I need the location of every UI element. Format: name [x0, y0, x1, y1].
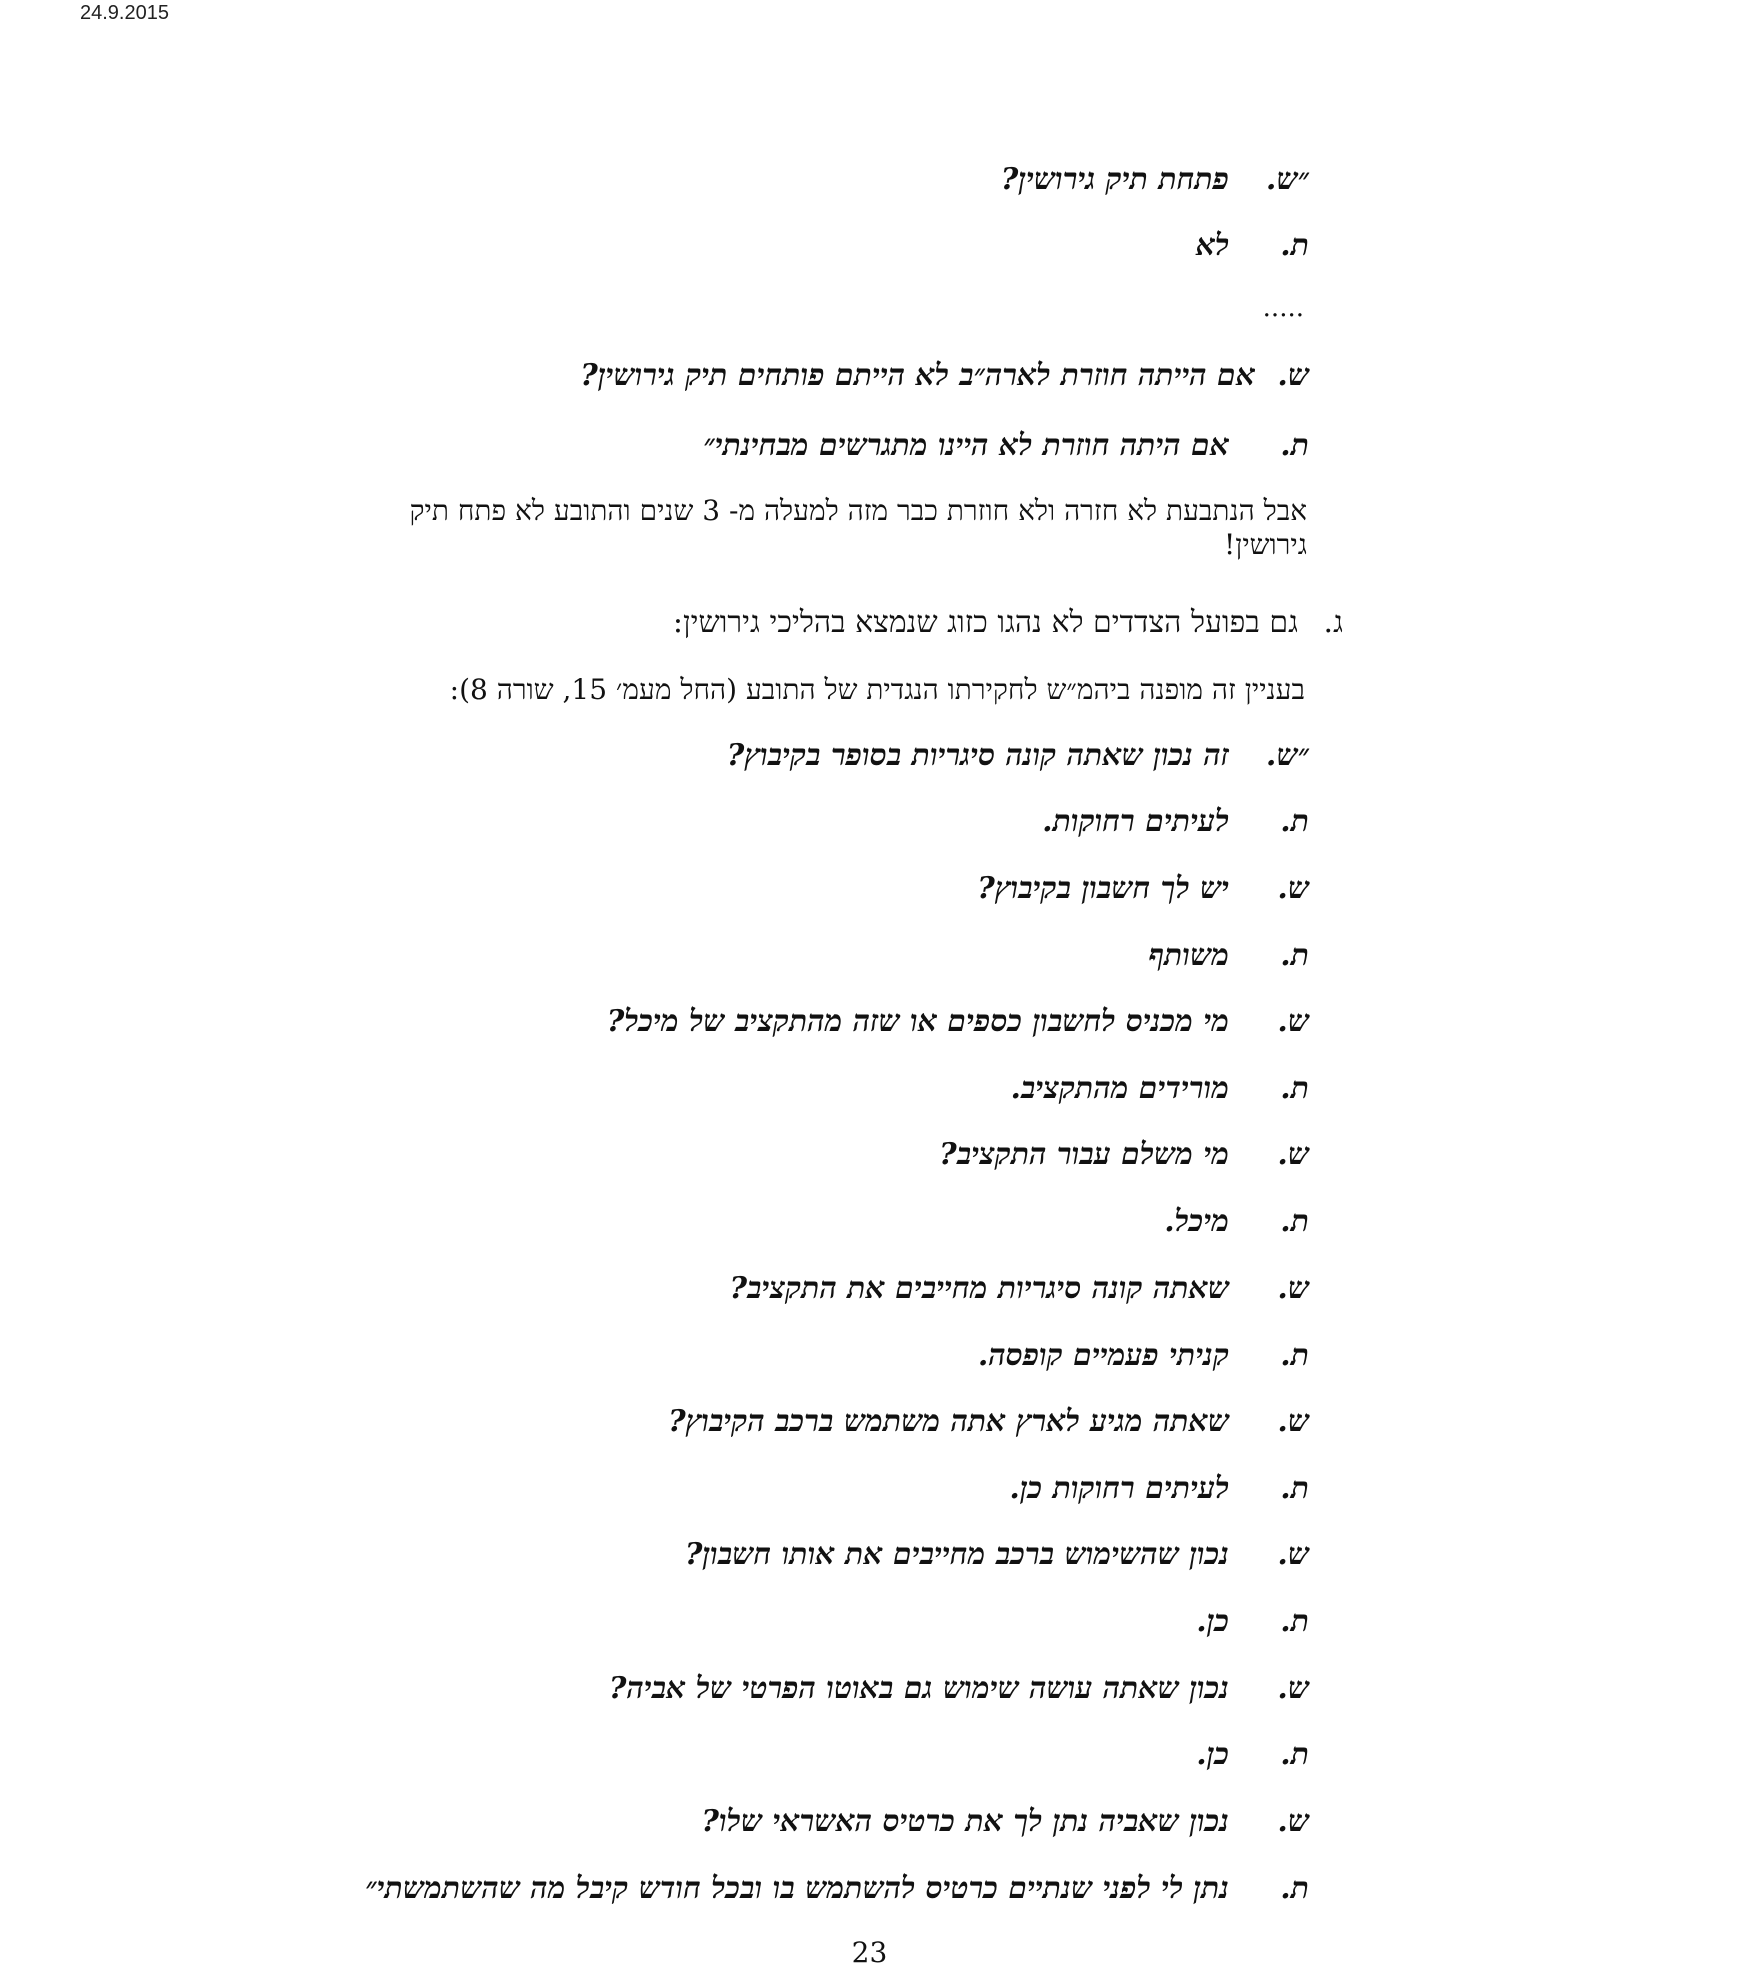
qa-line: [609, 1671, 1309, 1707]
qa-label: ש.: [1277, 1804, 1309, 1839]
qa-line: [977, 871, 1309, 907]
qa-line: [607, 1004, 1309, 1040]
qa-line: [1042, 804, 1309, 840]
section-text: גם בפועל הצדדים לא נהגו כזוג שנמצא בהליכי גירושין:: [672, 605, 1298, 640]
qa-label: ת.: [1280, 228, 1309, 263]
qa-line: [365, 1871, 1309, 1907]
qa-text: פתחת תיק גירושין?: [1000, 162, 1229, 197]
section-marker: ג.: [1323, 605, 1343, 640]
qa-text: קניתי פעמיים קופסה.: [977, 1338, 1229, 1373]
qa-line: [1196, 1604, 1309, 1640]
qa-label: ת.: [1280, 1071, 1309, 1106]
qa-label: ש.: [1277, 1671, 1309, 1706]
qa-text: מיכל.: [1164, 1204, 1229, 1239]
qa-label: ״ש.: [1265, 738, 1309, 773]
qa-line: [668, 1404, 1309, 1440]
qa-text: אם הייתה חוזרת לארה״ב לא הייתם פותחים תיק גירושין?: [580, 358, 1255, 393]
qa-text: נכון שהשימוש ברכב מחייבים את אותו חשבון?: [684, 1537, 1229, 1572]
page-number: 23: [851, 1936, 888, 1969]
qa-label: ת.: [1280, 938, 1309, 973]
qa-line: [685, 1537, 1309, 1573]
qa-line: [1001, 162, 1309, 198]
qa-line: [1009, 1471, 1309, 1507]
qa-label: ת.: [1280, 1204, 1309, 1239]
qa-label: ש.: [1277, 1404, 1309, 1439]
qa-line: [1010, 1071, 1309, 1107]
qa-label: ש.: [1277, 358, 1309, 393]
qa-text: משותף: [1148, 938, 1229, 973]
qa-label: ש.: [1277, 871, 1309, 906]
qa-text: מי משלם עבור התקציב?: [939, 1137, 1229, 1172]
qa-text: שאתה מגיע לארץ אתה משתמש ברכב הקיבוץ?: [668, 1404, 1229, 1439]
paragraph-line-2: גירושין!: [1223, 528, 1307, 561]
qa-line: [978, 1338, 1309, 1374]
qa-label: ש.: [1277, 1537, 1309, 1572]
qa-line: [727, 738, 1309, 774]
qa-line: [1196, 1737, 1309, 1773]
qa-text: מורידים מהתקציב.: [1010, 1071, 1229, 1106]
qa-text: כן.: [1196, 1604, 1229, 1639]
qa-label: ת.: [1280, 1604, 1309, 1639]
qa-text: יש לך חשבון בקיבוץ?: [977, 871, 1229, 906]
qa-label: ש.: [1277, 1137, 1309, 1172]
qa-label: ״ש.: [1265, 162, 1309, 197]
qa-text: שאתה קונה סיגריות מחייבים את התקציב?: [729, 1271, 1229, 1306]
qa-label: ת.: [1280, 804, 1309, 839]
qa-line: [1196, 228, 1309, 264]
qa-label: ת.: [1280, 1471, 1309, 1506]
qa-line: [701, 1804, 1309, 1840]
qa-text: נכון שאתה עושה שימוש גם באוטו הפרטי של אביה?: [608, 1671, 1229, 1706]
qa-label: ת.: [1280, 1338, 1309, 1373]
qa-text: נתן לי לפני שנתיים כרטיס להשתמש בו ובכל חודש קיבל מה שהשתמשתי״: [365, 1871, 1229, 1906]
section-g: [673, 605, 1343, 641]
qa-line: [1164, 1204, 1309, 1240]
qa-text: זה נכון שאתה קונה סיגריות בסופר בקיבוץ?: [726, 738, 1229, 773]
qa-line: [1148, 938, 1309, 974]
qa-text: אם היתה חוזרת לא היינו מתגרשים מבחינתי״: [703, 428, 1229, 463]
qa-label: ש.: [1277, 1271, 1309, 1306]
qa-label: ת.: [1280, 1871, 1309, 1906]
paragraph-line-1: אבל הנתבעת לא חזרה ולא חוזרת כבר מזה למעלה מ- 3 שנים והתובע לא פתח תיק: [409, 494, 1307, 527]
qa-line: [729, 1271, 1309, 1307]
qa-label: ש.: [1277, 1004, 1309, 1039]
qa-label: ת.: [1280, 1737, 1309, 1772]
qa-line: [939, 1137, 1309, 1173]
qa-text: מי מכניס לחשבון כספים או שזה מהתקציב של מיכל?: [606, 1004, 1229, 1039]
qa-text: לעיתים רחוקות.: [1042, 804, 1229, 839]
qa-text: לא: [1195, 228, 1229, 263]
qa-text: לעיתים רחוקות כן.: [1009, 1471, 1229, 1506]
ellipsis: .....: [1262, 293, 1304, 323]
reference-line: בעניין זה מופנה ביהמ״ש לחקירתו הנגדית של התובע (החל מעמ׳ 15, שורה 8):: [449, 673, 1305, 706]
paragraph: [247, 494, 1307, 562]
qa-line: [580, 358, 1309, 394]
qa-line: [703, 428, 1309, 464]
qa-label: ת.: [1280, 428, 1309, 463]
header-date: 24.9.2015: [80, 2, 169, 24]
qa-text: נכון שאביה נתן לך את כרטיס האשראי שלו?: [701, 1804, 1229, 1839]
qa-text: כן.: [1196, 1737, 1229, 1772]
